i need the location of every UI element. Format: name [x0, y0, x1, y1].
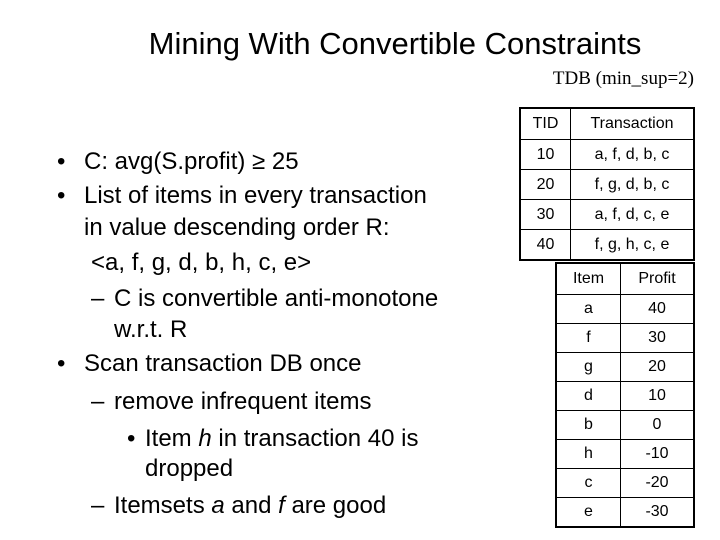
- item-cell: c: [556, 469, 621, 498]
- bullet-dot: •: [57, 350, 66, 377]
- bullet-dot: •: [57, 182, 66, 209]
- list-items-line1: List of items in every transaction: [84, 182, 427, 209]
- transaction-cell: f, g, d, b, c: [571, 170, 695, 200]
- itemsets-good-text: Itemsets a and f are good: [114, 492, 387, 519]
- item-cell: d: [556, 382, 621, 411]
- item-profit-table: [555, 262, 695, 528]
- tid-cell: 10: [520, 140, 571, 170]
- constraint-text: C: avg(S.profit) ≥ 25: [84, 148, 299, 175]
- profit-cell: -30: [621, 498, 695, 528]
- profit-cell: 30: [621, 324, 695, 353]
- column-header-transaction: Transaction: [571, 108, 695, 140]
- item-cell: f: [556, 324, 621, 353]
- tid-cell: 30: [520, 200, 571, 230]
- profit-cell: 10: [621, 382, 695, 411]
- item-h-line2: dropped: [145, 455, 234, 482]
- transaction-db-table: [519, 107, 695, 261]
- table-row: [556, 353, 694, 382]
- item-cell: e: [556, 498, 621, 528]
- item-cell: b: [556, 411, 621, 440]
- profit-cell: 40: [621, 295, 695, 324]
- profit-cell: 20: [621, 353, 695, 382]
- list-items-line2: in value descending order R:: [84, 214, 390, 241]
- column-header-profit: Profit: [621, 263, 695, 295]
- value-order: <a, f, g, d, b, h, c, e>: [91, 249, 312, 276]
- convertible-line1: C is convertible anti-monotone: [114, 285, 439, 312]
- dash: –: [91, 388, 105, 415]
- item-cell: a: [556, 295, 621, 324]
- table-header-row: [556, 263, 694, 295]
- profit-cell: -20: [621, 469, 695, 498]
- table-row: [556, 382, 694, 411]
- bullet-dot: •: [127, 425, 136, 452]
- tid-cell: 20: [520, 170, 571, 200]
- bullet-dot: •: [57, 148, 66, 175]
- table-row: [556, 469, 694, 498]
- table-row: [520, 200, 694, 230]
- slide-title: Mining With Convertible Constraints: [148, 26, 642, 61]
- scan-db-text: Scan transaction DB once: [84, 350, 362, 377]
- transaction-cell: f, g, h, c, e: [571, 230, 695, 261]
- item-cell: g: [556, 353, 621, 382]
- column-header-item: Item: [556, 263, 621, 295]
- transaction-cell: a, f, d, c, e: [571, 200, 695, 230]
- table-row: [520, 230, 694, 261]
- table-row: [556, 411, 694, 440]
- table-row: [556, 498, 694, 528]
- profit-cell: 0: [621, 411, 695, 440]
- table-header-row: [520, 108, 694, 140]
- dash: –: [91, 285, 105, 312]
- tdb-label: TDB (min_sup=2): [552, 68, 694, 89]
- item-cell: h: [556, 440, 621, 469]
- profit-cell: -10: [621, 440, 695, 469]
- column-header-tid: TID: [520, 108, 571, 140]
- table-row: [556, 440, 694, 469]
- table-row: [556, 324, 694, 353]
- remove-infrequent-text: remove infrequent items: [114, 388, 372, 415]
- table-row: [556, 295, 694, 324]
- item-h-line1: Item h in transaction 40 is: [145, 425, 419, 452]
- dash: –: [91, 492, 105, 519]
- transaction-cell: a, f, d, b, c: [571, 140, 695, 170]
- convertible-line2: w.r.t. R: [114, 316, 188, 343]
- table-row: [520, 140, 694, 170]
- tid-cell: 40: [520, 230, 571, 261]
- table-row: [520, 170, 694, 200]
